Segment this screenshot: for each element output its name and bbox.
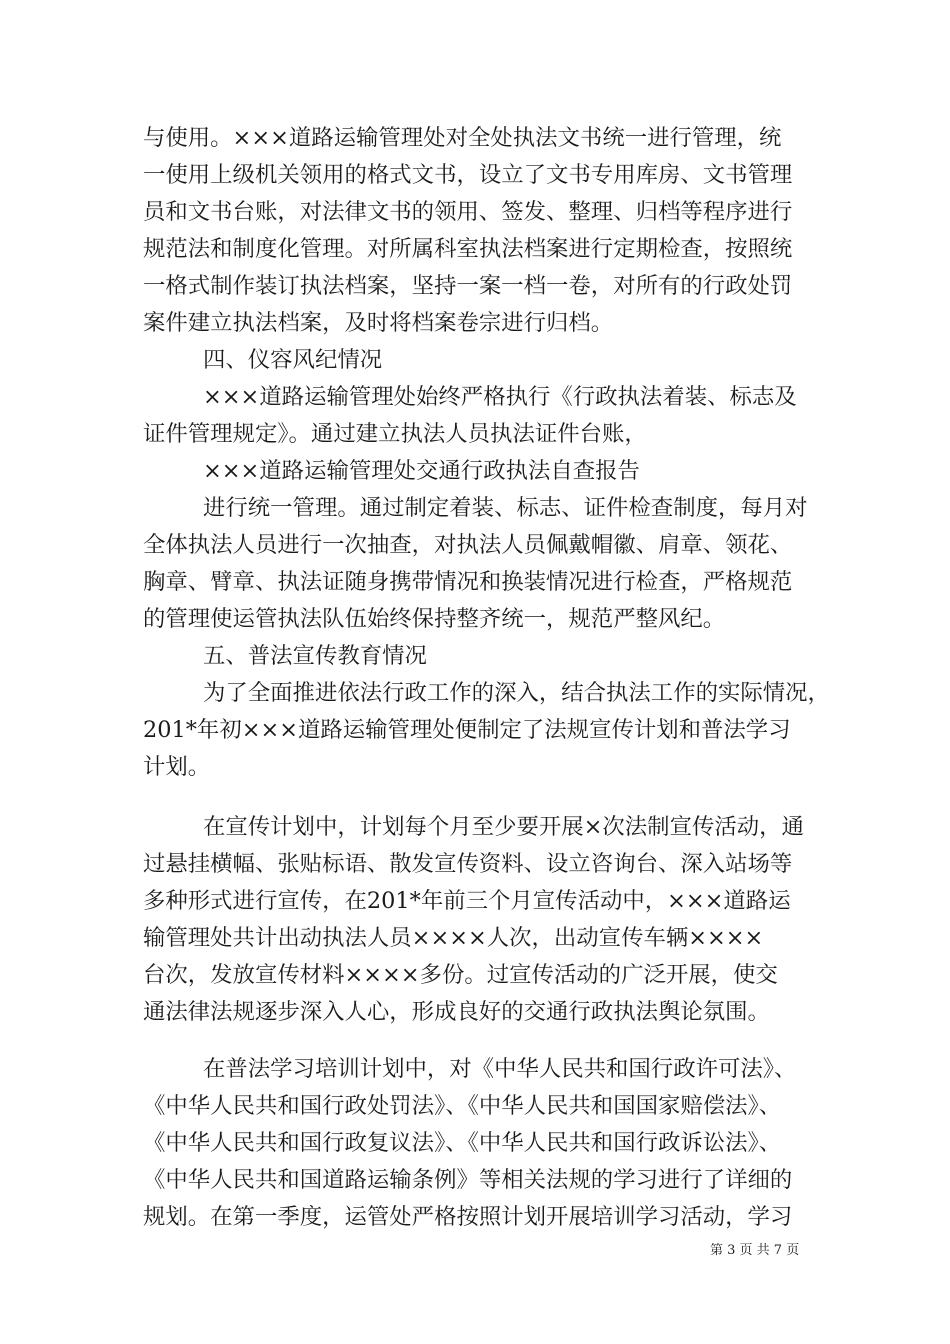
document-title-line: ×××道路运输管理处交通行政执法自查报告: [203, 458, 640, 484]
text-line: ×××道路运输管理处始终严格执行《行政执法着装、标志及: [203, 384, 797, 410]
text-line: 案件建立执法档案，及时将档案卷宗进行归档。: [143, 310, 614, 336]
page-number-footer: 第 3 页 共 7 页: [710, 1243, 800, 1258]
section-heading: 五、普法宣传教育情况: [203, 643, 427, 669]
text-line: 的管理使运管执法队伍始终保持整齐统一，规范严整风纪。: [143, 606, 726, 632]
text-line: 一使用上级机关领用的格式文书，设立了文书专用库房、文书管理: [143, 162, 793, 188]
text-line: 《中华人民共和国道路运输条例》等相关法规的学习进行了详细的: [143, 1167, 793, 1193]
text-line: 在普法学习培训计划中，对《中华人民共和国行政许可法》、: [203, 1056, 797, 1082]
text-line: 通法律法规逐步深入人心，形成良好的交通行政执法舆论氛围。: [143, 999, 770, 1025]
text-line: 《中华人民共和国行政处罚法》、《中华人民共和国国家赔偿法》、: [143, 1093, 782, 1119]
text-line: 201*年初×××道路运输管理处便制定了法规宣传计划和普法学习: [143, 717, 791, 743]
section-heading: 四、仪容风纪情况: [203, 347, 383, 373]
text-line: 为了全面推进依法行政工作的深入，结合执法工作的实际情况，: [203, 680, 830, 706]
text-line: 全体执法人员进行一次抽查，对执法人员佩戴帽徽、肩章、领花、: [143, 532, 793, 558]
text-line: 输管理处共计出动执法人员××××人次，出动宣传车辆××××: [143, 925, 764, 951]
text-line: 规划。在第一季度，运管处严格按照计划开展培训学习活动，学习: [143, 1204, 793, 1230]
text-line: 证件管理规定》。通过建立执法人员执法证件台账，: [143, 421, 647, 447]
text-line: 多种形式进行宣传，在201*年前三个月宣传活动中，×××道路运: [143, 888, 791, 914]
text-line: 过悬挂横幅、张贴标语、散发宣传资料、设立咨询台、深入站场等: [143, 851, 793, 877]
text-line: 与使用。×××道路运输管理处对全处执法文书统一进行管理，统: [143, 125, 782, 151]
text-line: 胸章、臂章、执法证随身携带情况和换装情况进行检查，严格规范: [143, 569, 793, 595]
text-line: 规范法和制度化管理。对所属科室执法档案进行定期检查，按照统: [143, 236, 793, 262]
text-line: 《中华人民共和国行政复议法》、《中华人民共和国行政诉讼法》、: [143, 1130, 782, 1156]
text-line: 在宣传计划中，计划每个月至少要开展×次法制宣传活动，通: [203, 814, 804, 840]
text-line: 员和文书台账，对法律文书的领用、签发、整理、归档等程序进行: [143, 199, 793, 225]
text-line: 计划。: [143, 754, 211, 780]
text-line: 一格式制作装订执法档案，坚持一案一档一卷，对所有的行政处罚: [143, 273, 793, 299]
text-line: 进行统一管理。通过制定着装、标志、证件检查制度，每月对: [203, 495, 808, 521]
text-line: 台次，发放宣传材料××××多份。过宣传活动的广泛开展，使交: [143, 962, 778, 988]
